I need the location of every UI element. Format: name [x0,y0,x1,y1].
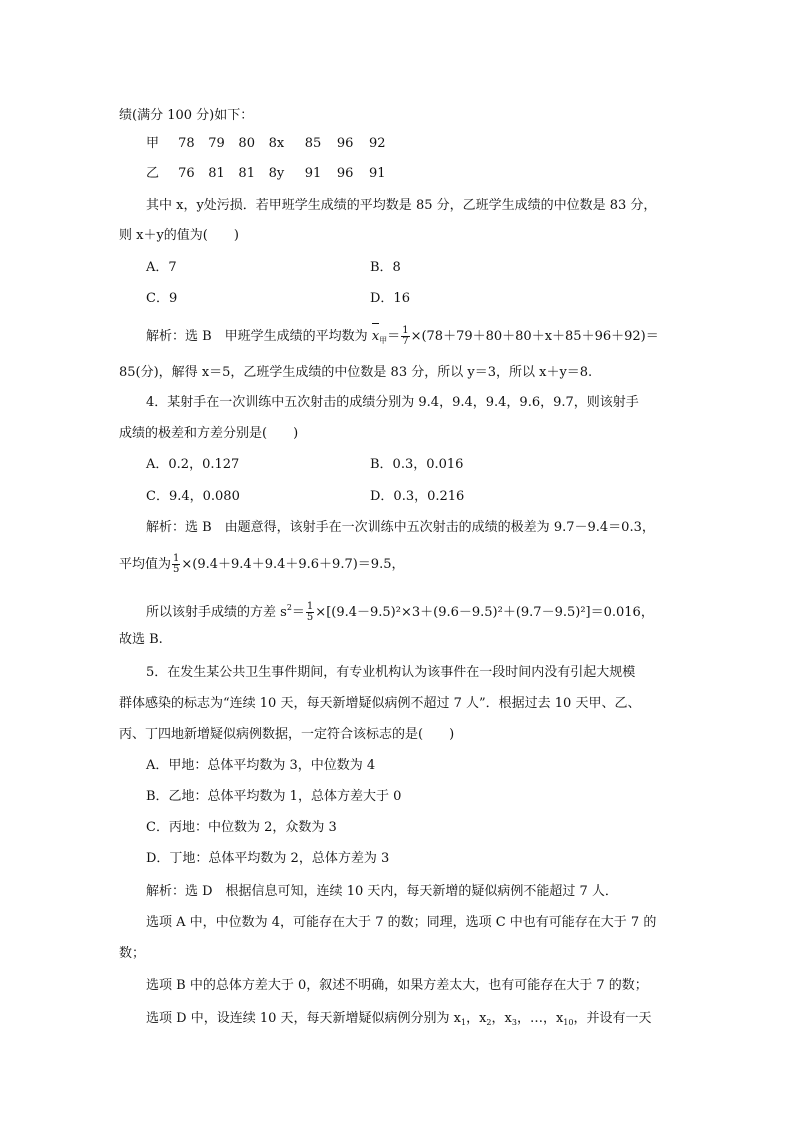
fraction-denominator: 7 [402,336,409,347]
q3-option-c: C．9 [146,291,178,306]
q3-stem-line-1: 其中 x，y处污损．若甲班学生成绩的平均数是 85 分，乙班学生成绩的中位数是 83 分， [146,198,657,213]
equals-sign: ＝ [387,329,401,344]
row-a-cell: 78 [178,136,195,151]
q5-solution-line-4: 选项 B 中的总体方差大于 0，叙述不明确，如果方差太大，也有可能存在大于 7 的数； [146,978,648,993]
row-a-cell: 8x [268,136,285,151]
q5-option-d: D．丁地：总体平均数为 2，总体方差为 3 [146,851,390,866]
fraction-one-fifth [306,602,314,623]
q4-option-c: C．9.4，0.080 [146,489,240,504]
row-b-cell: 81 [208,166,225,181]
q5-option-c: C．丙地：中位数为 2，众数为 3 [146,820,337,835]
q5-stem-line-1: 5．在发生某公共卫生事件期间，有专业机构认为该事件在一段时间内没有引起大规模 [146,665,636,680]
q4-option-b: B．0.3，0.016 [370,457,464,472]
row-b-cell: 76 [178,166,195,181]
row-a-label: 甲 [146,136,160,151]
q5-solution-line-3: 数； [119,946,146,961]
q4-mean-expression: ×(9.4＋9.4＋9.4＋9.6＋9.7)＝9.5， [181,557,405,572]
row-a-cell: 80 [238,136,255,151]
subscript: 2 [486,1018,492,1027]
row-b-cell: 96 [336,166,354,181]
row-b-cell: 91 [368,166,386,181]
q3-solution-prefix: 解析：选 B 甲班学生成绩的平均数为 [146,329,368,344]
q5-stem-line-3: 丙、丁四地新增疑似病例数据，一定符合该标志的是( ) [119,727,455,742]
q4-solution-line-3 [146,598,654,623]
row-a-cell: 85 [304,136,322,151]
sequence-separator: ，x [466,1011,487,1026]
q4-stem-line-1: 4．某射手在一次训练中五次射击的成绩分别为 9.4，9.4，9.4，9.6，9.7，则该射手 [146,395,639,410]
q4-stem-line-2: 成绩的极差和方差分别是( ) [119,426,299,441]
q4-variance-prefix: 所以该射手成绩的方差 s [146,605,287,620]
q5-solution-line-1: 解析：选 D 根据信息可知，连续 10 天内，每天新增的疑似病例不能超过 7 人． [146,884,618,899]
q3-stem-line-2: 则 x＋y的值为( ) [119,228,239,243]
fraction-numerator: 1 [306,601,314,612]
row-a-cell: 96 [336,136,354,151]
q3-solution-line-2: 85(分)，解得 x＝5，乙班学生成绩的中位数是 83 分，所以 y＝3，所以 x＋y＝8. [119,365,593,380]
fraction-numerator: 1 [402,325,409,336]
q4-option-a: A．0.2，0.127 [146,457,240,472]
q5-option-a: A．甲地：总体平均数为 3，中位数为 4 [146,758,376,773]
row-a-cell: 92 [368,136,386,151]
q4-option-d: D．0.3，0.216 [370,489,465,504]
q5-solution-line-5 [146,1009,651,1033]
q3-intro: 绩(满分 100 分)如下： [119,108,254,123]
q5-sequence-rest: ，并设有一天 [573,1011,652,1026]
mean-symbol: x [372,327,379,347]
subscript: 3 [511,1018,517,1027]
subscript: 1 [460,1018,467,1027]
q3-solution-line-1 [146,326,659,351]
fraction-denominator: 5 [173,564,180,575]
row-a-cell: 79 [208,136,225,151]
score-row-b [146,164,397,184]
sequence-separator: ，x [491,1011,512,1026]
mean-subscript: 甲 [379,336,388,345]
q3-option-d: D．16 [370,291,410,306]
q4-variance-expression: ×[(9.4－9.5)²×3＋(9.6－9.5)²＋(9.7－9.5)²]＝0.016， [315,605,654,620]
q4-solution-line-1: 解析：选 B 由题意得，该射手在一次训练中五次射击的成绩的极差为 9.7－9.4＝0.3， [146,520,655,535]
sequence-separator: ，…，x [516,1011,564,1026]
row-b-cell: 91 [304,166,322,181]
q3-solution-expression: ×(78＋79＋80＋80＋x＋85＋96＋92)＝ [410,329,659,344]
q3-option-b: B．8 [370,260,401,275]
q4-solution-line-4: 故选 B. [119,632,163,647]
row-b-cell: 81 [238,166,255,181]
score-row-a [146,134,397,154]
subscript: 10 [563,1018,574,1027]
equals-sign: ＝ [291,605,305,620]
q4-solution-line-2 [119,554,404,575]
fraction-numerator: 1 [173,553,180,564]
fraction-denominator: 5 [306,612,314,623]
fraction-one-seventh [401,326,409,347]
q4-mean-prefix: 平均值为 [119,557,172,572]
q5-stem-line-2: 群体感染的标志为“连续 10 天，每天新增疑似病例不超过 7 人”．根据过去 10 天甲、乙、 [119,696,641,711]
q3-option-a: A．7 [146,260,177,275]
fraction-one-fifth [172,554,180,575]
row-b-cell: 8y [268,166,285,181]
variance-superscript: 2 [286,603,292,612]
q5-solution-line-2: 选项 A 中，中位数为 4，可能存在大于 7 的数；同理，选项 C 中也有可能存在大于 7 的 [146,915,657,930]
q5-sequence-prefix: 选项 D 中，设连续 10 天，每天新增疑似病例分别为 x [146,1011,461,1026]
row-b-label: 乙 [146,166,160,181]
q5-option-b: B．乙地：总体平均数为 1，总体方差大于 0 [146,789,402,804]
